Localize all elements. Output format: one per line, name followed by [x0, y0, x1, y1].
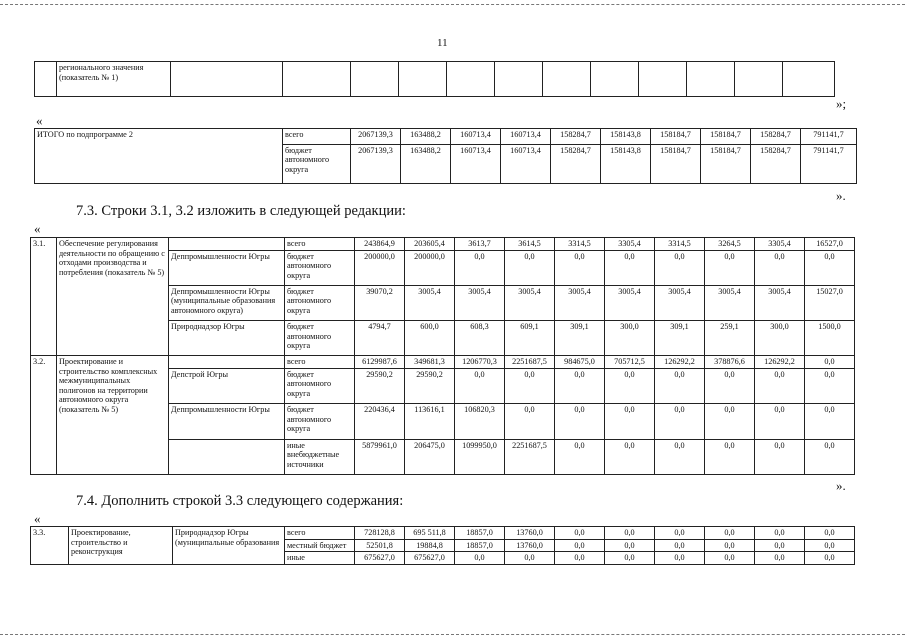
table-cell-value: 158284,7	[551, 144, 601, 183]
table-cell-value: 3005,4	[455, 285, 505, 320]
table-cell-value: 0,0	[705, 439, 755, 474]
table-cell-value: 0,0	[555, 527, 605, 540]
table-cell-value: 0,0	[705, 539, 755, 552]
table-cell-value: 0,0	[455, 250, 505, 285]
table-cell-value: 158184,7	[651, 144, 701, 183]
table-cell-value: 18857,0	[455, 539, 505, 552]
row-name: Обеспечение регулирования деятельности по обращению с отходами производства и потребления (показатель № 5)	[57, 238, 169, 356]
table-cell-value: 160713,4	[451, 144, 501, 183]
table-cell-value: 126292,2	[655, 356, 705, 369]
page-number: 11	[437, 37, 448, 49]
table-cell-empty	[283, 62, 351, 97]
close-quote-3: ».	[836, 478, 846, 493]
table-cell-value: 0,0	[655, 527, 705, 540]
table-cell-value: 158284,7	[751, 144, 801, 183]
table-cell-value: 19884,8	[405, 539, 455, 552]
table-cell-value: 106820,3	[455, 404, 505, 439]
scan-bottom-edge	[0, 634, 905, 636]
table-cell-value: 705712,5	[605, 356, 655, 369]
table-cell-value: 200000,0	[355, 250, 405, 285]
table-cell-value: 0,0	[655, 552, 705, 565]
table-cell-value: 0,0	[655, 368, 705, 403]
row-num: 3.2.	[31, 356, 57, 475]
table-cell-value: 0,0	[755, 404, 805, 439]
table-row	[31, 527, 855, 540]
scan-top-edge	[0, 4, 905, 6]
table-cell: Деппромышленности Югры	[169, 404, 285, 439]
table-cell-value: 3613,7	[455, 238, 505, 251]
table-cell-value: 0,0	[505, 404, 555, 439]
table-cell-value: 4794,7	[355, 321, 405, 356]
table-cell-value: 309,1	[655, 321, 705, 356]
table-cell: Природнадзор Югры	[169, 321, 285, 356]
table-cell-value: 0,0	[505, 368, 555, 403]
table-cell-value: 378876,6	[705, 356, 755, 369]
table-cell-value: 791141,7	[801, 129, 857, 145]
table-cell-value: 984675,0	[555, 356, 605, 369]
table-cell-value: 158284,7	[751, 129, 801, 145]
table-cell-value: 0,0	[755, 539, 805, 552]
table-cell-value: 1206770,3	[455, 356, 505, 369]
table-cell-value: 39070,2	[355, 285, 405, 320]
table-cell-empty	[735, 62, 783, 97]
table-cell-value: 259,1	[705, 321, 755, 356]
table-cell-value: 3305,4	[605, 238, 655, 251]
table-cell-value: 0,0	[555, 404, 605, 439]
cont-num	[35, 62, 57, 97]
open-quote-2: «	[34, 221, 41, 236]
table-cell-empty	[171, 62, 283, 97]
itogo-table	[34, 128, 857, 184]
row-num: 3.3.	[31, 527, 69, 565]
table-cell-value: 13760,0	[505, 539, 555, 552]
table-cell-value: 0,0	[805, 552, 855, 565]
table-cell-value: 0,0	[605, 250, 655, 285]
table-cell-value: 2251687,5	[505, 439, 555, 474]
table-cell-value: 609,1	[505, 321, 555, 356]
open-quote-1: «	[36, 113, 43, 128]
table-cell-value: 0,0	[605, 439, 655, 474]
table-cell-value: 0,0	[555, 439, 605, 474]
table-cell: всего	[285, 356, 355, 369]
table-cell-empty	[639, 62, 687, 97]
table-cell: бюджет автономного округа	[285, 250, 355, 285]
table-cell-value: 158143,8	[601, 129, 651, 145]
table-cell-value: 0,0	[605, 404, 655, 439]
table-cell-value: 0,0	[655, 404, 705, 439]
table-7-4	[30, 526, 855, 565]
table-cell-value: 675627,0	[355, 552, 405, 565]
table-cell-value: 300,0	[605, 321, 655, 356]
table-cell-value: 1099950,0	[455, 439, 505, 474]
table-cell-value: 0,0	[755, 250, 805, 285]
table-cell-value: 126292,2	[755, 356, 805, 369]
table-cell-value: 0,0	[805, 439, 855, 474]
table-cell-value: 791141,7	[801, 144, 857, 183]
table-cell: бюджет автономного округа	[285, 285, 355, 320]
table-cell-value: 0,0	[605, 527, 655, 540]
table-cell-value: 0,0	[705, 527, 755, 540]
table-cell-empty	[591, 62, 639, 97]
table-cell: иные	[285, 552, 355, 565]
table-7-3	[30, 237, 855, 475]
row-num: 3.1.	[31, 238, 57, 356]
table-cell-value: 0,0	[505, 250, 555, 285]
table-row	[31, 356, 855, 369]
table-cell-value: 695 511,8	[405, 527, 455, 540]
table-cell-empty	[687, 62, 735, 97]
table-cell-value: 2067139,3	[351, 129, 401, 145]
table-cell-empty	[495, 62, 543, 97]
table-cell-value: 18857,0	[455, 527, 505, 540]
table-cell-value: 29590,2	[355, 368, 405, 403]
table-cell: бюджет автономного округа	[283, 144, 351, 183]
table-cell-value: 0,0	[705, 250, 755, 285]
table-cell-value: 0,0	[455, 552, 505, 565]
table-cell-value: 163488,2	[401, 144, 451, 183]
table-cell-value: 3005,4	[505, 285, 555, 320]
table-cell-value: 3005,4	[405, 285, 455, 320]
table-cell-value: 0,0	[805, 539, 855, 552]
table-cell-value: 158284,7	[551, 129, 601, 145]
itogo-row-total	[35, 129, 857, 145]
table-cell-value: 3264,5	[705, 238, 755, 251]
table-cell-value: 3005,4	[605, 285, 655, 320]
table-cell-value: 13760,0	[505, 527, 555, 540]
table-cell-value: 158184,7	[651, 129, 701, 145]
table-cell-value: 0,0	[705, 552, 755, 565]
continuation-table	[34, 61, 835, 97]
table-cell-value: 3314,5	[555, 238, 605, 251]
table-cell-value: 0,0	[705, 368, 755, 403]
table-cell-value: 0,0	[805, 368, 855, 403]
table-cell-value: 158184,7	[701, 144, 751, 183]
table-cell-value: 243864,9	[355, 238, 405, 251]
table-cell-value: 0,0	[805, 527, 855, 540]
table-cell-value: 0,0	[755, 439, 805, 474]
table-cell-value: 728128,8	[355, 527, 405, 540]
table-cell-value: 160713,4	[501, 144, 551, 183]
table-cell	[169, 238, 285, 251]
table-cell: Деппромышленности Югры (муниципальные образования автономного округа)	[169, 285, 285, 320]
table-cell-value: 0,0	[655, 539, 705, 552]
table-cell-value: 6129987,6	[355, 356, 405, 369]
table-cell: местный бюджет	[285, 539, 355, 552]
table-cell-value: 5879961,0	[355, 439, 405, 474]
table-cell-value: 0,0	[805, 404, 855, 439]
table-row	[31, 238, 855, 251]
table-cell-value: 29590,2	[405, 368, 455, 403]
table-cell: бюджет автономного округа	[285, 368, 355, 403]
table-cell: всего	[285, 238, 355, 251]
table-cell-value: 0,0	[655, 250, 705, 285]
row-name: Проектирование, строительство и реконструкция	[69, 527, 173, 565]
table-cell: всего	[283, 129, 351, 145]
table-cell-value: 349681,3	[405, 356, 455, 369]
table-cell-value: 0,0	[555, 539, 605, 552]
table-cell	[169, 356, 285, 369]
table-cell-empty	[543, 62, 591, 97]
table-cell-value: 0,0	[555, 552, 605, 565]
table-cell-value: 220436,4	[355, 404, 405, 439]
row-name: Проектирование и строительство комплексных межмуниципальных полигонов на территории автономного округа (показатель № 5)	[57, 356, 169, 475]
table-cell-value: 3005,4	[705, 285, 755, 320]
table-cell-value: 52501,8	[355, 539, 405, 552]
itogo-label: ИТОГО по подпрограмме 2	[35, 129, 283, 184]
table-cell-value: 0,0	[505, 552, 555, 565]
table-cell-value: 0,0	[755, 552, 805, 565]
row-org: Природнадзор Югры (муниципальные образования	[173, 527, 285, 565]
table-cell-value: 160713,4	[451, 129, 501, 145]
table-cell: бюджет автономного округа	[285, 404, 355, 439]
table-cell: иные внебюджетные источники	[285, 439, 355, 474]
table-cell-value: 0,0	[555, 368, 605, 403]
heading-7-3: 7.3. Строки 3.1, 3.2 изложить в следующей редакции:	[76, 203, 406, 219]
table-cell-value: 0,0	[605, 552, 655, 565]
table-cell-value: 163488,2	[401, 129, 451, 145]
table-cell-value: 0,0	[755, 527, 805, 540]
table-cell-empty	[351, 62, 399, 97]
table-cell-value: 3005,4	[755, 285, 805, 320]
table-cell: всего	[285, 527, 355, 540]
table-cell-value: 0,0	[755, 368, 805, 403]
table-cell-value: 113616,1	[405, 404, 455, 439]
table-cell-value: 309,1	[555, 321, 605, 356]
close-quote-2: ».	[836, 188, 846, 203]
table-cell-value: 608,3	[455, 321, 505, 356]
table-cell: Деппромышленности Югры	[169, 250, 285, 285]
table-cell: Депстрой Югры	[169, 368, 285, 403]
table-cell-empty	[783, 62, 835, 97]
table-cell-value: 158143,8	[601, 144, 651, 183]
table-cell-value: 0,0	[605, 539, 655, 552]
table-cell-empty	[447, 62, 495, 97]
cont-label: регионального значения (показатель № 1)	[57, 62, 171, 97]
table-cell-value: 600,0	[405, 321, 455, 356]
table-cell-value: 15027,0	[805, 285, 855, 320]
table-cell-value: 1500,0	[805, 321, 855, 356]
table-cell-empty	[399, 62, 447, 97]
table-cell-value: 200000,0	[405, 250, 455, 285]
table-cell-value: 3005,4	[555, 285, 605, 320]
table-cell: бюджет автономного округа	[285, 321, 355, 356]
table-cell-value: 675627,0	[405, 552, 455, 565]
table-cell-value: 3005,4	[655, 285, 705, 320]
table-cell-value: 206475,0	[405, 439, 455, 474]
table-cell-value: 0,0	[805, 250, 855, 285]
table-cell-value: 0,0	[555, 250, 605, 285]
table-cell-value: 0,0	[605, 368, 655, 403]
open-quote-3: «	[34, 511, 41, 526]
table-cell-value: 3305,4	[755, 238, 805, 251]
table-cell-value: 0,0	[655, 439, 705, 474]
table-cell-value: 3614,5	[505, 238, 555, 251]
table-cell-value: 160713,4	[501, 129, 551, 145]
table-cell-value: 16527,0	[805, 238, 855, 251]
table-cell-value: 3314,5	[655, 238, 705, 251]
table-cell-value: 0,0	[805, 356, 855, 369]
table-cell-value: 158184,7	[701, 129, 751, 145]
table-cell-value: 2251687,5	[505, 356, 555, 369]
table-cell-value: 203605,4	[405, 238, 455, 251]
table-cell-value: 2067139,3	[351, 144, 401, 183]
table-cell-value: 300,0	[755, 321, 805, 356]
table-cell-value: 0,0	[455, 368, 505, 403]
heading-7-4: 7.4. Дополнить строкой 3.3 следующего содержания:	[76, 493, 404, 509]
table-cell-value: 0,0	[705, 404, 755, 439]
table-cell	[169, 439, 285, 474]
close-quote-1: »;	[836, 96, 847, 111]
